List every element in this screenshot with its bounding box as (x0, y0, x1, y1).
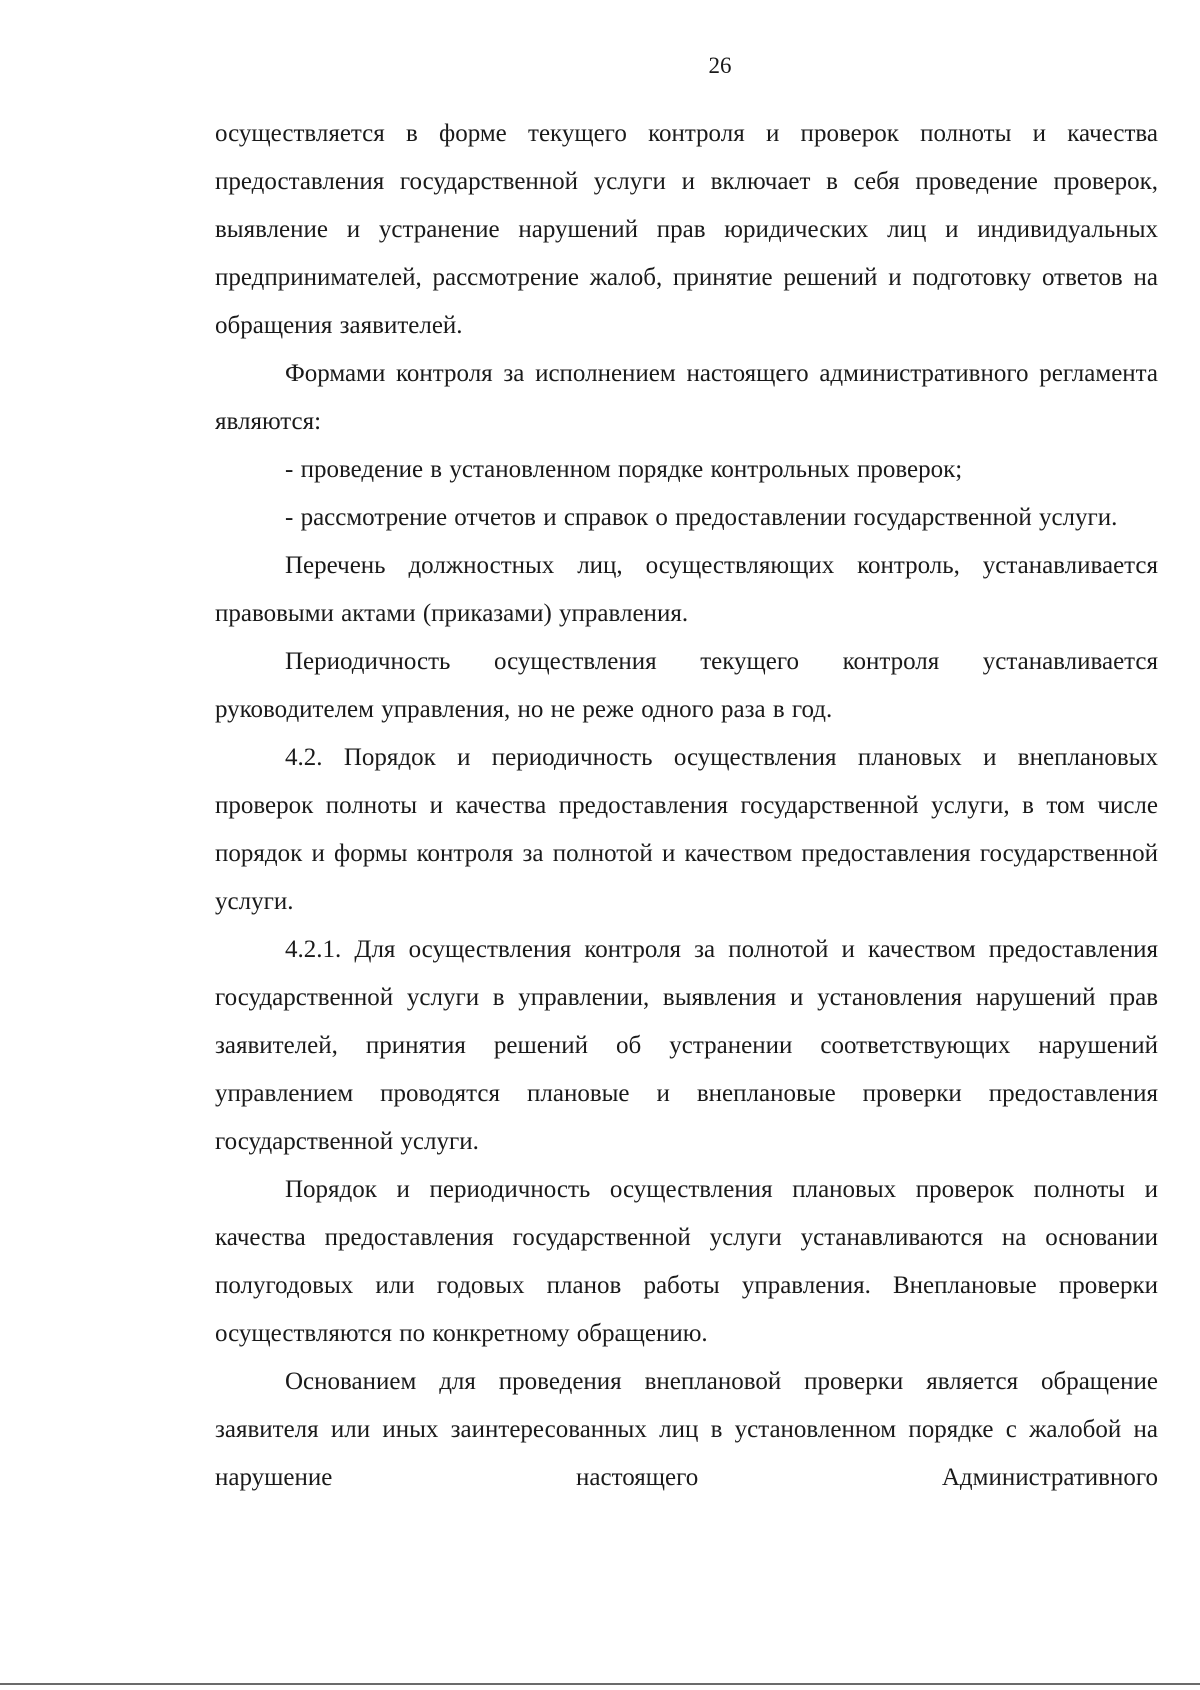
paragraph-planned-checks: Порядок и периодичность осуществления плановых проверок полноты и качества предоставления государственной услуги устанавливаются на основании полугодовых или годовых планов работы управления. Внеплановые проверки осуществляются по конкретному обращению. (215, 1176, 1158, 1347)
paragraph-control-periodicity: Периодичность осуществления текущего контроля устанавливается руководителем управления, но не реже одного раза в год. (215, 648, 1158, 723)
paragraph-unplanned-check-basis: Основанием для проведения внеплановой проверки является обращение заявителя или иных заинтересованных лиц в установленном порядке с жалобой на нарушение настоящего Административного (215, 1368, 1158, 1491)
document-body (215, 110, 1158, 1502)
paragraph-control-forms-intro: осуществляется в форме текущего контроля и проверок полноты и качества предоставления государственной услуги и включает в себя проведение проверок, выявление и устранение нарушений прав юридических лиц и индивидуальных предпринимателей, рассмотрение жалоб, принятие решений и подготовку ответов на обращения заявителей. (215, 120, 1158, 339)
page-bottom-rule (0, 1683, 1200, 1685)
page-number: 26 (708, 53, 732, 78)
paragraph-control-forms: Формами контроля за исполнением настоящего административного регламента являются: (215, 360, 1158, 435)
list-item-reports-review: - рассмотрение отчетов и справок о предоставлении государственной услуги. (285, 504, 1118, 531)
section-heading-4-2: 4.2. Порядок и периодичность осуществления плановых и внеплановых проверок полноты и качества предоставления государственной услуги, в том числе порядок и формы контроля за полнотой и качеством предоставления государственной услуги. (215, 744, 1158, 915)
list-item-control-checks: - проведение в установленном порядке контрольных проверок; (285, 456, 963, 483)
paragraph-officials-list: Перечень должностных лиц, осуществляющих контроль, устанавливается правовыми актами (приказами) управления. (215, 552, 1158, 627)
section-4-2-1: 4.2.1. Для осуществления контроля за полнотой и качеством предоставления государственной услуги в управлении, выявления и установления нарушений прав заявителей, принятия решений об устранении соответствующих нарушений управлением проводятся плановые и внеплановые проверки предоставления государственной услуги. (215, 936, 1158, 1155)
